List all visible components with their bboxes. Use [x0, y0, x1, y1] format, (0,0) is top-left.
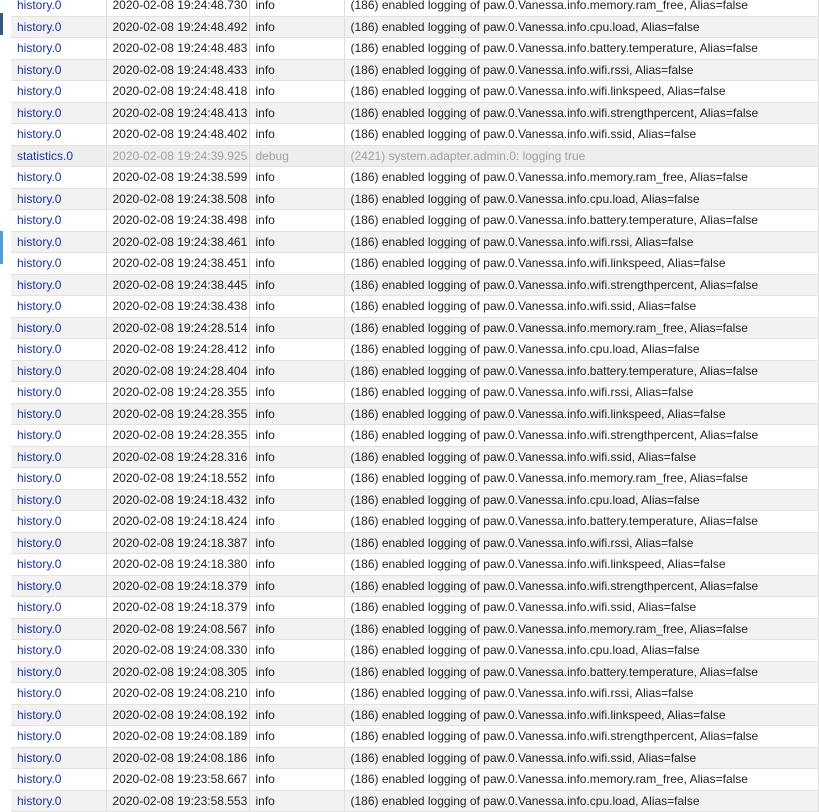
log-row[interactable] [11, 511, 818, 533]
log-severity-cell: info [249, 446, 344, 468]
log-time-cell: 2020-02-08 19:24:48.418 [106, 81, 249, 103]
log-row[interactable] [11, 726, 818, 748]
log-severity-cell: info [249, 704, 344, 726]
log-severity-cell: info [249, 296, 344, 318]
left-panel-edge [0, 0, 11, 799]
log-source-cell: history.0 [11, 188, 106, 210]
log-time-cell: 2020-02-08 19:24:48.433 [106, 59, 249, 81]
log-time-cell: 2020-02-08 19:24:18.380 [106, 554, 249, 576]
log-time-cell: 2020-02-08 19:24:18.432 [106, 489, 249, 511]
log-time-cell: 2020-02-08 19:24:28.355 [106, 382, 249, 404]
log-time-cell: 2020-02-08 19:24:38.445 [106, 274, 249, 296]
log-message-cell: (186) enabled logging of paw.0.Vanessa.info.battery.temperature, Alias=false [344, 661, 818, 683]
log-time-cell: 2020-02-08 19:24:08.186 [106, 747, 249, 769]
log-source-cell: history.0 [11, 317, 106, 339]
log-row[interactable] [11, 296, 818, 318]
log-time-cell: 2020-02-08 19:24:38.451 [106, 253, 249, 275]
log-message-cell: (186) enabled logging of paw.0.Vanessa.info.battery.temperature, Alias=false [344, 210, 818, 232]
log-severity-cell: info [249, 360, 344, 382]
log-row[interactable] [11, 382, 818, 404]
log-source-cell: history.0 [11, 790, 106, 812]
log-time-cell: 2020-02-08 19:24:48.402 [106, 124, 249, 146]
log-row[interactable] [11, 532, 818, 554]
log-row[interactable] [11, 124, 818, 146]
log-message-cell: (186) enabled logging of paw.0.Vanessa.info.wifi.rssi, Alias=false [344, 683, 818, 705]
log-source-cell: history.0 [11, 769, 106, 791]
log-row[interactable] [11, 59, 818, 81]
active-row-indicator [0, 231, 3, 264]
log-severity-cell: info [249, 425, 344, 447]
log-row[interactable] [11, 683, 818, 705]
log-source-cell: history.0 [11, 618, 106, 640]
log-source-cell: history.0 [11, 747, 106, 769]
log-severity-cell: info [249, 317, 344, 339]
log-message-cell: (186) enabled logging of paw.0.Vanessa.info.wifi.linkspeed, Alias=false [344, 704, 818, 726]
log-severity-cell: info [249, 489, 344, 511]
log-table-body [11, 0, 818, 812]
log-message-cell: (186) enabled logging of paw.0.Vanessa.info.cpu.load, Alias=false [344, 16, 818, 38]
log-time-cell: 2020-02-08 19:24:08.189 [106, 726, 249, 748]
log-time-cell: 2020-02-08 19:24:38.599 [106, 167, 249, 189]
log-row[interactable] [11, 425, 818, 447]
log-row[interactable] [11, 0, 818, 16]
log-severity-cell: info [249, 747, 344, 769]
log-severity-cell: info [249, 683, 344, 705]
log-row[interactable] [11, 575, 818, 597]
log-time-cell: 2020-02-08 19:24:18.552 [106, 468, 249, 490]
log-severity-cell: info [249, 726, 344, 748]
log-source-cell: history.0 [11, 38, 106, 60]
log-severity-cell: info [249, 38, 344, 60]
log-row[interactable] [11, 554, 818, 576]
log-time-cell: 2020-02-08 19:24:18.379 [106, 597, 249, 619]
log-time-cell: 2020-02-08 19:23:58.553 [106, 790, 249, 812]
log-source-cell: history.0 [11, 683, 106, 705]
log-message-cell: (186) enabled logging of paw.0.Vanessa.info.wifi.linkspeed, Alias=false [344, 253, 818, 275]
log-message-cell: (186) enabled logging of paw.0.Vanessa.info.battery.temperature, Alias=false [344, 38, 818, 60]
log-source-cell: history.0 [11, 16, 106, 38]
log-source-cell: history.0 [11, 0, 106, 16]
log-message-cell: (186) enabled logging of paw.0.Vanessa.info.memory.ram_free, Alias=false [344, 618, 818, 640]
log-message-cell: (186) enabled logging of paw.0.Vanessa.info.wifi.rssi, Alias=false [344, 532, 818, 554]
log-time-cell: 2020-02-08 19:24:18.379 [106, 575, 249, 597]
log-source-cell: history.0 [11, 403, 106, 425]
log-severity-cell: info [249, 769, 344, 791]
log-time-cell: 2020-02-08 19:24:48.730 [106, 0, 249, 16]
log-table [11, 0, 819, 812]
log-severity-cell: info [249, 382, 344, 404]
log-source-cell: history.0 [11, 274, 106, 296]
log-source-cell: statistics.0 [11, 145, 106, 167]
log-severity-cell: info [249, 532, 344, 554]
log-time-cell: 2020-02-08 19:24:48.483 [106, 38, 249, 60]
log-source-cell: history.0 [11, 59, 106, 81]
log-time-cell: 2020-02-08 19:24:08.305 [106, 661, 249, 683]
log-time-cell: 2020-02-08 19:24:38.498 [106, 210, 249, 232]
log-severity-cell: info [249, 188, 344, 210]
log-row[interactable] [11, 489, 818, 511]
log-message-cell: (186) enabled logging of paw.0.Vanessa.info.wifi.linkspeed, Alias=false [344, 403, 818, 425]
log-severity-cell: info [249, 253, 344, 275]
log-severity-cell: info [249, 597, 344, 619]
log-message-cell: (186) enabled logging of paw.0.Vanessa.info.battery.temperature, Alias=false [344, 511, 818, 533]
log-message-cell: (186) enabled logging of paw.0.Vanessa.info.memory.ram_free, Alias=false [344, 769, 818, 791]
log-severity-cell: info [249, 231, 344, 253]
log-time-cell: 2020-02-08 19:24:38.461 [106, 231, 249, 253]
log-message-cell: (2421) system.adapter.admin.0: logging true [344, 145, 818, 167]
log-message-cell: (186) enabled logging of paw.0.Vanessa.info.wifi.ssid, Alias=false [344, 446, 818, 468]
log-time-cell: 2020-02-08 19:24:08.192 [106, 704, 249, 726]
log-severity-cell: info [249, 59, 344, 81]
log-time-cell: 2020-02-08 19:24:38.508 [106, 188, 249, 210]
log-time-cell: 2020-02-08 19:24:18.424 [106, 511, 249, 533]
log-time-cell: 2020-02-08 19:24:18.387 [106, 532, 249, 554]
log-row[interactable] [11, 597, 818, 619]
log-message-cell: (186) enabled logging of paw.0.Vanessa.info.memory.ram_free, Alias=false [344, 167, 818, 189]
log-row[interactable] [11, 769, 818, 791]
log-source-cell: history.0 [11, 661, 106, 683]
log-severity-cell: info [249, 16, 344, 38]
log-message-cell: (186) enabled logging of paw.0.Vanessa.info.wifi.ssid, Alias=false [344, 597, 818, 619]
log-severity-cell: debug [249, 145, 344, 167]
log-row[interactable] [11, 640, 818, 662]
nav-indicator [0, 13, 3, 35]
log-severity-cell: info [249, 790, 344, 812]
log-message-cell: (186) enabled logging of paw.0.Vanessa.info.wifi.linkspeed, Alias=false [344, 554, 818, 576]
log-time-cell: 2020-02-08 19:24:39.925 [106, 145, 249, 167]
log-source-cell: history.0 [11, 81, 106, 103]
log-source-cell: history.0 [11, 102, 106, 124]
log-row[interactable] [11, 145, 818, 167]
log-time-cell: 2020-02-08 19:24:08.330 [106, 640, 249, 662]
log-message-cell: (186) enabled logging of paw.0.Vanessa.info.cpu.load, Alias=false [344, 188, 818, 210]
log-message-cell: (186) enabled logging of paw.0.Vanessa.info.battery.temperature, Alias=false [344, 360, 818, 382]
log-source-cell: history.0 [11, 704, 106, 726]
log-severity-cell: info [249, 102, 344, 124]
log-time-cell: 2020-02-08 19:24:08.567 [106, 618, 249, 640]
log-severity-cell: info [249, 210, 344, 232]
log-severity-cell: info [249, 167, 344, 189]
log-row[interactable] [11, 360, 818, 382]
log-message-cell: (186) enabled logging of paw.0.Vanessa.info.wifi.strengthpercent, Alias=false [344, 274, 818, 296]
log-source-cell: history.0 [11, 167, 106, 189]
log-source-cell: history.0 [11, 511, 106, 533]
log-row[interactable] [11, 403, 818, 425]
log-message-cell: (186) enabled logging of paw.0.Vanessa.info.memory.ram_free, Alias=false [344, 317, 818, 339]
log-severity-cell: info [249, 468, 344, 490]
log-message-cell: (186) enabled logging of paw.0.Vanessa.info.cpu.load, Alias=false [344, 339, 818, 361]
log-time-cell: 2020-02-08 19:24:28.412 [106, 339, 249, 361]
log-message-cell: (186) enabled logging of paw.0.Vanessa.info.wifi.strengthpercent, Alias=false [344, 102, 818, 124]
log-row[interactable] [11, 274, 818, 296]
log-row[interactable] [11, 102, 818, 124]
log-source-cell: history.0 [11, 554, 106, 576]
log-time-cell: 2020-02-08 19:24:48.492 [106, 16, 249, 38]
log-message-cell: (186) enabled logging of paw.0.Vanessa.info.wifi.rssi, Alias=false [344, 382, 818, 404]
log-source-cell: history.0 [11, 339, 106, 361]
log-time-cell: 2020-02-08 19:24:28.404 [106, 360, 249, 382]
log-source-cell: history.0 [11, 382, 106, 404]
log-source-cell: history.0 [11, 468, 106, 490]
log-row[interactable] [11, 81, 818, 103]
log-row[interactable] [11, 253, 818, 275]
log-source-cell: history.0 [11, 231, 106, 253]
log-row[interactable] [11, 468, 818, 490]
log-row[interactable] [11, 790, 818, 812]
log-row[interactable] [11, 38, 818, 60]
log-source-cell: history.0 [11, 296, 106, 318]
log-message-cell: (186) enabled logging of paw.0.Vanessa.info.cpu.load, Alias=false [344, 640, 818, 662]
log-row[interactable] [11, 16, 818, 38]
log-source-cell: history.0 [11, 575, 106, 597]
log-row[interactable] [11, 446, 818, 468]
log-severity-cell: info [249, 274, 344, 296]
log-message-cell: (186) enabled logging of paw.0.Vanessa.info.wifi.ssid, Alias=false [344, 296, 818, 318]
log-time-cell: 2020-02-08 19:24:08.210 [106, 683, 249, 705]
log-source-cell: history.0 [11, 253, 106, 275]
log-source-cell: history.0 [11, 425, 106, 447]
log-source-cell: history.0 [11, 726, 106, 748]
log-message-cell: (186) enabled logging of paw.0.Vanessa.info.wifi.rssi, Alias=false [344, 231, 818, 253]
log-time-cell: 2020-02-08 19:24:28.316 [106, 446, 249, 468]
log-row[interactable] [11, 167, 818, 189]
log-message-cell: (186) enabled logging of paw.0.Vanessa.info.wifi.ssid, Alias=false [344, 124, 818, 146]
log-row[interactable] [11, 317, 818, 339]
log-source-cell: history.0 [11, 532, 106, 554]
log-severity-cell: info [249, 124, 344, 146]
log-severity-cell: info [249, 0, 344, 16]
log-source-cell: history.0 [11, 640, 106, 662]
log-message-cell: (186) enabled logging of paw.0.Vanessa.info.memory.ram_free, Alias=false [344, 0, 818, 16]
log-severity-cell: info [249, 511, 344, 533]
log-row[interactable] [11, 704, 818, 726]
log-severity-cell: info [249, 339, 344, 361]
log-message-cell: (186) enabled logging of paw.0.Vanessa.info.wifi.strengthpercent, Alias=false [344, 726, 818, 748]
log-time-cell: 2020-02-08 19:24:28.355 [106, 425, 249, 447]
log-message-cell: (186) enabled logging of paw.0.Vanessa.info.wifi.strengthpercent, Alias=false [344, 575, 818, 597]
log-message-cell: (186) enabled logging of paw.0.Vanessa.info.cpu.load, Alias=false [344, 489, 818, 511]
log-source-cell: history.0 [11, 446, 106, 468]
log-message-cell: (186) enabled logging of paw.0.Vanessa.info.wifi.linkspeed, Alias=false [344, 81, 818, 103]
log-message-cell: (186) enabled logging of paw.0.Vanessa.info.cpu.load, Alias=false [344, 790, 818, 812]
log-time-cell: 2020-02-08 19:23:58.667 [106, 769, 249, 791]
log-time-cell: 2020-02-08 19:24:48.413 [106, 102, 249, 124]
log-message-cell: (186) enabled logging of paw.0.Vanessa.info.wifi.strengthpercent, Alias=false [344, 425, 818, 447]
log-source-cell: history.0 [11, 489, 106, 511]
log-severity-cell: info [249, 81, 344, 103]
log-source-cell: history.0 [11, 360, 106, 382]
log-time-cell: 2020-02-08 19:24:38.438 [106, 296, 249, 318]
log-message-cell: (186) enabled logging of paw.0.Vanessa.info.wifi.rssi, Alias=false [344, 59, 818, 81]
log-severity-cell: info [249, 640, 344, 662]
log-severity-cell: info [249, 661, 344, 683]
log-time-cell: 2020-02-08 19:24:28.355 [106, 403, 249, 425]
log-message-cell: (186) enabled logging of paw.0.Vanessa.info.memory.ram_free, Alias=false [344, 468, 818, 490]
log-severity-cell: info [249, 554, 344, 576]
log-row[interactable] [11, 188, 818, 210]
log-severity-cell: info [249, 618, 344, 640]
log-source-cell: history.0 [11, 597, 106, 619]
log-source-cell: history.0 [11, 210, 106, 232]
log-severity-cell: info [249, 575, 344, 597]
log-row[interactable] [11, 661, 818, 683]
log-message-cell: (186) enabled logging of paw.0.Vanessa.info.wifi.ssid, Alias=false [344, 747, 818, 769]
log-row[interactable] [11, 747, 818, 769]
log-severity-cell: info [249, 403, 344, 425]
log-row[interactable] [11, 210, 818, 232]
log-time-cell: 2020-02-08 19:24:28.514 [106, 317, 249, 339]
log-row[interactable] [11, 618, 818, 640]
log-row[interactable] [11, 231, 818, 253]
log-source-cell: history.0 [11, 124, 106, 146]
log-row[interactable] [11, 339, 818, 361]
